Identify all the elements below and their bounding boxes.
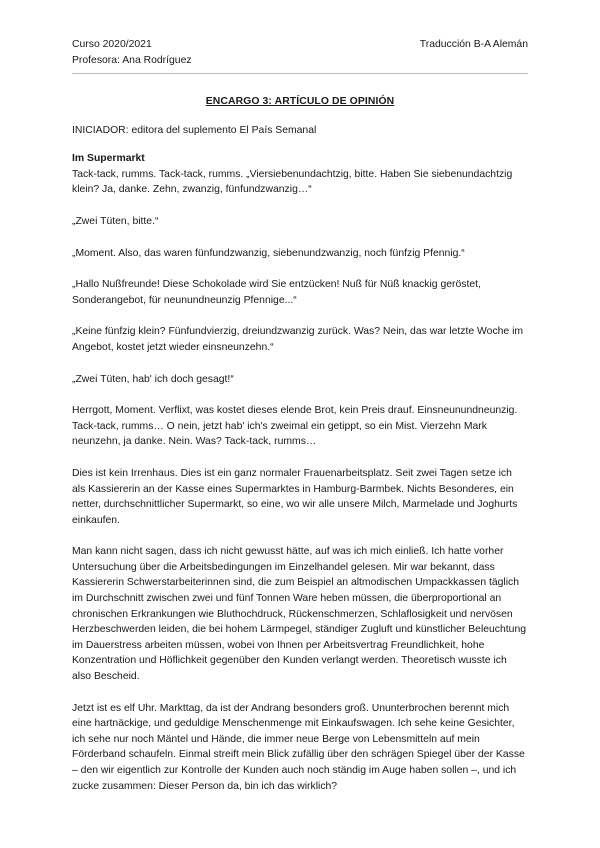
- paragraph: Dies ist kein Irrenhaus. Dies ist ein ganz normaler Frauenarbeitsplatz. Seit zwei Tagen setze ich als Kassiererin an der Kasse eines Supermarktes in Hamburg-Barmbek. Nichts Besonderes, ein netter, durchschnittlicher Supermarkt, so eine, wo wir alle unsere Milch, Marmelade und Joghurts einkaufen.: [72, 467, 518, 526]
- paragraph: Tack-tack, rumms. Tack-tack, rumms. „Viersiebenundachtzig, bitte. Haben Sie siebenundachtzig klein? Ja, danke. Zehn, zwanzig, fünfundzwanzig…“: [72, 168, 513, 196]
- course-label: Curso 2020/2021: [72, 39, 152, 50]
- teacher-label: Profesora: Ana Rodríguez: [72, 55, 192, 66]
- paragraph: „Zwei Tüten, hab' ich doch gesagt!“: [72, 373, 234, 385]
- paragraph: Jetzt ist es elf Uhr. Markttag, da ist der Andrang besonders groß. Ununterbrochen berennt mich eine hartnäckige, und geduldige Menschenmenge mit Einkaufswagen. Ich sehe keine Gesichter, ich sehe nur noch Mäntel und Hände, die immer neue Berge von Lebensmitteln auf mein Förderband schaufeln. Einmal streift mein Blick zufällig über den schrägen Spiegel über der Kasse – den wir eigentlich zur Kontrolle der Kunden auch noch ständig im Auge haben sollen –, und ich zucke zusammen: Dieser Person da, bin ich das wirklich?: [72, 702, 525, 792]
- paragraph: „Hallo Nußfreunde! Diese Schokolade wird Sie entzücken! Nuß für Nüß knackig geröstet, Sonderangebot, für neunundneunzig Pfennige...“: [72, 279, 481, 306]
- paragraph: „Keine fünfzig klein? Fünfundvierzig, dreiundzwanzig zurück. Was? Nein, das war letzte Woche im Angebot, kostet jetzt wieder einsneunzehn.“: [72, 326, 524, 353]
- subject-label: Traducción B-A Alemán: [419, 39, 528, 50]
- paragraph: Herrgott, Moment. Verflixt, was kostet dieses elende Brot, kein Preis drauf. Einsneunundneunzig. Tack-tack, rumms… O nein, jetzt hab' ich's zweimal ein getippt, so ein Mist. Vierzehn Mark neunzehn, ja danke. Nein. Was? Tack-tack, rumms…: [72, 405, 518, 448]
- page-header: [72, 37, 528, 69]
- section-heading: Im Supermarkt: [72, 153, 145, 165]
- document-title: ENCARGO 3: ARTÍCULO DE OPINIÓN: [205, 96, 395, 107]
- document-body: [72, 94, 528, 810]
- header-divider: [72, 73, 528, 74]
- paragraph: „Moment. Also, das waren fünfundzwanzig, siebenundzwanzig, noch fünfzig Pfennig.“: [72, 247, 465, 259]
- paragraph: Man kann nicht sagen, dass ich nicht gewusst hätte, auf was ich mich einließ. Ich hatte vorher Untersuchung über die Arbeitsbedingungen im Einzelhandel gelesen. Mir war bekannt, dass Kassiererin Schwerstarbeiterinnen sind, die zum Beispiel an altmodischen Umpackkassen täglich im Durchschnitt zwischen zwei und fünf Tonnen Ware heben müssen, die überproportional an chronischen Erkrankungen wie Bluthochdruck, Rückenschmerzen, Schlaflosigkeit und nervösen Herzbeschwerden leiden, die bei hohem Lärmpegel, ständiger Zugluft und künstlicher Beleuchtung im Dauerstress arbeiten müssen, wobei von Ihnen per Arbeitsvertrag Freundlichkeit, hohe Konzentration und Höflichkeit gegenüber den Kunden verlangt werden. Theoretisch wusste ich also Bescheid.: [72, 546, 527, 683]
- header-row: [72, 37, 528, 53]
- initiator-line: INICIADOR: editora del suplemento El País Semanal: [72, 124, 317, 136]
- paragraph: „Zwei Tüten, bitte.“: [72, 215, 159, 227]
